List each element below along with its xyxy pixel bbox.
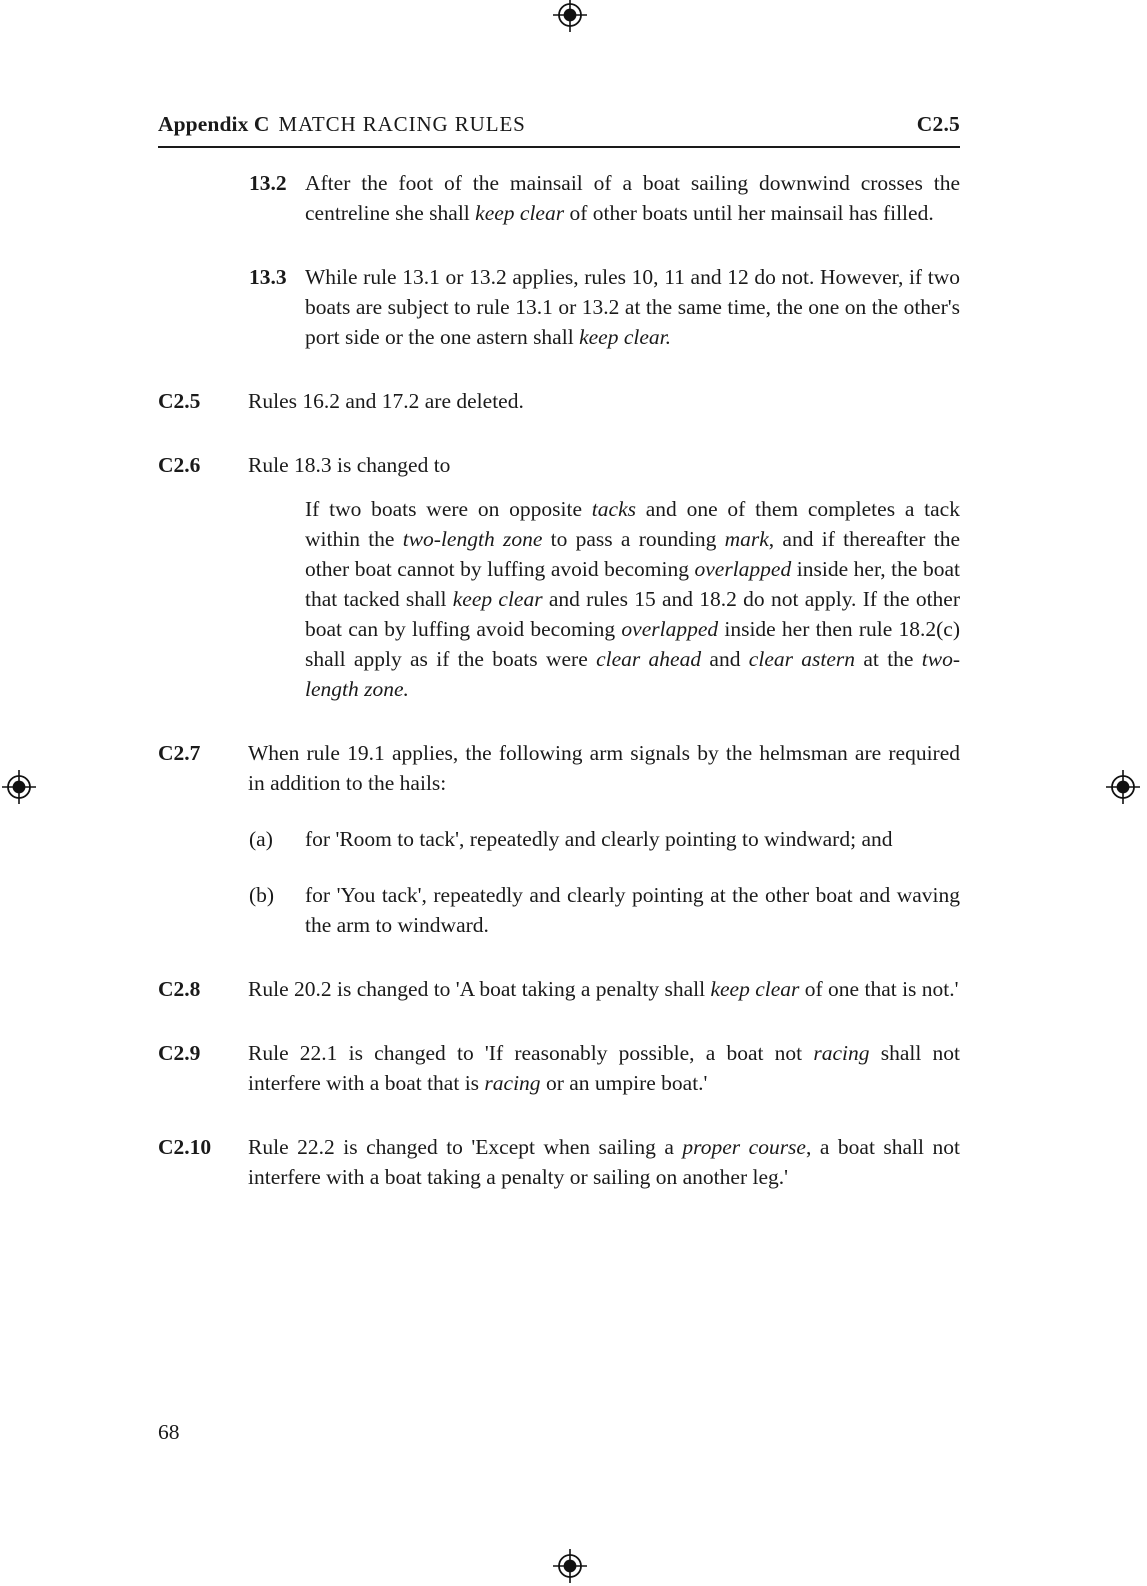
rule-c2-8-text-2: of one that is not.' — [799, 977, 959, 1001]
rule-13-2 — [158, 168, 960, 228]
quote-t3: to pass a rounding — [542, 527, 725, 551]
quote-i1: tacks — [591, 497, 636, 521]
rule-c2-7-item-b — [158, 880, 960, 940]
rule-c2-9-text-1: Rule 22.1 is changed to 'If reasonably possible, a boat not — [248, 1041, 814, 1065]
rule-c2-9-italic-1: racing — [813, 1041, 870, 1065]
registration-mark-bottom-center — [553, 1549, 587, 1583]
rule-c2-9-text-3: or an umpire boat.' — [540, 1071, 708, 1095]
quote-i8: clear astern — [748, 647, 856, 671]
rule-13-2-text-1: After the foot of the mainsail of a boat sailing downwind crosses the centreline she shall — [305, 171, 960, 225]
header-appendix-label: Appendix C — [158, 112, 270, 136]
rule-c2-9-text — [248, 1038, 960, 1098]
rule-c2-6-label: C2.6 — [158, 453, 201, 477]
quote-t9: at the — [855, 647, 922, 671]
rule-13-2-label: 13.2 — [249, 171, 287, 195]
registration-mark-top-center — [553, 0, 587, 32]
running-header — [158, 112, 960, 137]
header-rule-marker: C2.5 — [916, 112, 960, 136]
quote-t2: and one of them completes a tack within the — [305, 497, 960, 551]
rule-c2-8-italic-1: keep clear — [710, 977, 800, 1001]
rule-c2-8 — [158, 974, 960, 1004]
header-left-group — [158, 112, 526, 137]
rule-c2-5-text: Rules 16.2 and 17.2 are deleted. — [248, 389, 524, 413]
rule-13-3-italic-1: keep clear. — [579, 325, 671, 349]
quote-i5: keep clear — [452, 587, 543, 611]
quote-t7: inside her then rule 18.2(c) shall apply as if the boats were — [305, 617, 960, 671]
rule-c2-7-text: When rule 19.1 applies, the following arm signals by the helmsman are required in addition to the hails: — [248, 741, 960, 795]
page-number: 68 — [158, 1420, 180, 1444]
page-body — [158, 168, 960, 1214]
registration-mark-right-middle — [1106, 770, 1140, 804]
quote-i6: overlapped — [621, 617, 719, 641]
rule-c2-8-text-1: Rule 20.2 is changed to 'A boat taking a penalty shall — [248, 977, 711, 1001]
rule-c2-7-label: C2.7 — [158, 741, 201, 765]
rule-13-3-text — [305, 262, 960, 352]
rule-c2-10-italic-1: proper course — [682, 1135, 806, 1159]
quote-t8: and — [701, 647, 749, 671]
header-divider-line — [158, 146, 960, 148]
rule-c2-9-label: C2.9 — [158, 1041, 201, 1065]
quote-i9: two-length zone. — [305, 647, 961, 701]
rule-c2-6-quoted-paragraph — [158, 494, 960, 704]
rule-13-3 — [158, 262, 960, 352]
rule-c2-8-label: C2.8 — [158, 977, 201, 1001]
rule-c2-9 — [158, 1038, 960, 1098]
rule-13-2-text — [305, 168, 960, 228]
quote-i7: clear ahead — [596, 647, 702, 671]
rule-c2-5 — [158, 386, 960, 416]
rule-c2-10-text-1: Rule 22.2 is changed to 'Except when sailing a — [248, 1135, 683, 1159]
rule-c2-7 — [158, 738, 960, 798]
rule-c2-6-text: Rule 18.3 is changed to — [248, 453, 451, 477]
quote-t5: inside her, the boat that tacked shall — [305, 557, 961, 611]
quote-i2: two-length zone — [402, 527, 543, 551]
rule-c2-9-italic-2: racing — [484, 1071, 541, 1095]
rule-c2-10-text-2: , a boat shall not interfere with a boat taking a penalty or sailing on another leg.' — [248, 1135, 960, 1189]
rule-c2-7-item-a-label: (a) — [249, 827, 273, 851]
header-section-title: MATCH RACING RULES — [278, 112, 526, 136]
quote-i4: overlapped — [694, 557, 792, 581]
rule-c2-5-label: C2.5 — [158, 389, 201, 413]
rule-13-3-text-1: While rule 13.1 or 13.2 applies, rules 10, 11 and 12 do not. However, if two boats are subject to rule 13.1 or 13.2 at the same time, the one on the other's port side or the one astern shall — [305, 265, 960, 349]
quote-i3: mark — [724, 527, 769, 551]
rule-c2-6-quote-text — [305, 494, 960, 704]
rule-c2-7-item-b-label: (b) — [249, 883, 275, 907]
rule-c2-7-item-a-text: for 'Room to tack', repeatedly and clearly pointing to windward; and — [305, 827, 893, 851]
rule-c2-10 — [158, 1132, 960, 1192]
rule-c2-6 — [158, 450, 960, 480]
quote-t6: and rules 15 and 18.2 do not apply. If the other boat can by luffing avoid becoming — [305, 587, 960, 641]
rule-c2-7-item-a — [158, 824, 960, 854]
rule-13-3-label: 13.3 — [249, 265, 287, 289]
rule-c2-10-text — [248, 1132, 960, 1192]
rule-13-2-text-2: of other boats until her mainsail has filled. — [564, 201, 934, 225]
rule-c2-10-label: C2.10 — [158, 1135, 212, 1159]
rule-c2-8-text — [248, 974, 960, 1004]
rule-c2-9-text-2: shall not interfere with a boat that is — [248, 1041, 960, 1095]
rule-13-2-italic-1: keep clear — [475, 201, 565, 225]
registration-mark-left-middle — [2, 770, 36, 804]
rule-c2-7-item-b-text: for 'You tack', repeatedly and clearly pointing at the other boat and waving the arm to windward. — [305, 883, 960, 937]
quote-t4: , and if thereafter the other boat cannot by luffing avoid becoming — [305, 527, 960, 581]
quote-t1: If two boats were on opposite — [305, 497, 592, 521]
